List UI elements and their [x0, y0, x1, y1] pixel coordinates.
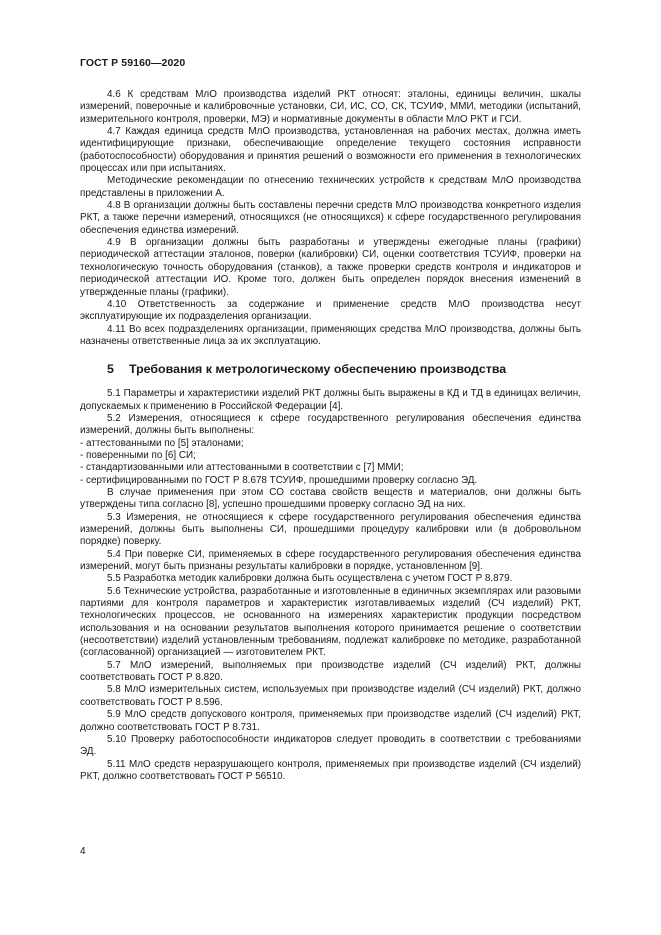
paragraph-5-7: 5.7 МлО измерений, выполняемых при производстве изделий (СЧ изделий) РКТ, должны соответствовать ГОСТ Р 8.820.	[80, 659, 581, 684]
paragraph-4-9: 4.9 В организации должны быть разработаны и утверждены ежегодные планы (графики) периодической аттестации эталонов, поверки (калибровки) СИ, оценки соответствия ТСУИФ, проверки на технологическую точность оборудования (станков), а также проверки средств контроля и индикаторов и периодической аттестации ИО. Кроме того, должен быть определен порядок внесения изменений в утвержденные планы (графики).	[80, 237, 581, 298]
page-content	[80, 89, 581, 783]
section-number: 5	[107, 362, 114, 377]
list-item: - поверенными по [6] СИ;	[80, 449, 196, 461]
list-item: - сертифицированными по ГОСТ Р 8.678 ТСУИФ, прошедшими проверку согласно ЭД.	[80, 474, 478, 486]
paragraph-5-8: 5.8 МлО измерительных систем, используемых при производстве изделий (СЧ изделий) РКТ, должно соответствовать ГОСТ Р 8.596.	[80, 684, 581, 708]
paragraph-so-note: В случае применения при этом СО состава свойств веществ и материалов, они должны быть утверждены типа согласно [8], успешно прошедшими проверку согласно ЭД на них.	[80, 486, 581, 511]
paragraph-5-9: 5.9 МлО средств допускового контроля, применяемых при производстве изделий (СЧ изделий) РКТ, должно соответствовать ГОСТ Р 8.731.	[80, 709, 581, 733]
paragraph-5-11: 5.11 МлО средств неразрушающего контроля, применяемых при производстве изделий (СЧ изделий) РКТ, должно соответствовать ГОСТ Р 56510.	[80, 758, 581, 782]
paragraph-4-6: 4.6 К средствам МлО производства изделий РКТ относят: эталоны, единицы величин, шкалы измерений, поверочные и калибровочные установки, СИ, ИС, СО, СК, ТСУИФ, ММИ, методики (испытаний, измерительного контроля, проверки, МЭ) и нормативные документы в области МлО РКТ и ГСИ.	[80, 89, 581, 125]
list-item: - стандартизованными или аттестованными в соответствии с [7] ММИ;	[80, 462, 404, 474]
page-number: 4	[80, 846, 86, 857]
document-header: ГОСТ Р 59160—2020	[80, 57, 186, 69]
paragraph-5-10: 5.10 Проверку работоспособности индикаторов следует проводить в соответствии с требованиями ЭД.	[80, 733, 581, 758]
paragraph-5-6: 5.6 Технические устройства, разработанные и изготовленные в единичных экземплярах или разовыми партиями для контроля параметров и характеристик изготавливаемых изделий (СЧ изделий) РКТ, технологических процессов, не основанного на измерениях характеристик продукции посредством использования и на основании результатов выполнения которого принимается решение о соответствии (несоответствии) изделий установленным требованиям, подлежат калибровке по методике, разработанной (согласованной) организацией — изготовителем РКТ.	[80, 585, 581, 659]
paragraph-recommendations: Методические рекомендации по отнесению технических устройств к средствам МлО производства представлены в приложении А.	[80, 175, 581, 199]
paragraph-5-3: 5.3 Измерения, не относящиеся к сфере государственного регулирования обеспечения единства измерений, должны быть выполнены СИ, прошедшими процедуру калибровки или (в добровольном порядке) поверку.	[80, 511, 581, 548]
paragraph-5-5: 5.5 Разработка методик калибровки должна быть осуществлена с учетом ГОСТ Р 8.879.	[107, 573, 513, 585]
paragraph-4-7: 4.7 Каждая единица средств МлО производства, установленная на рабочих местах, должна иметь идентифицирующие признаки, обеспечивающие определение текущего состояния исправности (работоспособности) оборудования и принятия решений о возможности его применения в технологических процессах или при испытаниях.	[80, 126, 581, 175]
list-item: - аттестованными по [5] эталонами;	[80, 437, 244, 449]
paragraph-5-1: 5.1 Параметры и характеристики изделий РКТ должны быть выражены в КД и ТД в единицах величин, допускаемых к применению в Российской Федерации [4].	[80, 388, 581, 412]
section-heading	[107, 362, 581, 377]
paragraph-4-11: 4.11 Во всех подразделениях организации, применяющих средства МлО производства, должны быть назначены ответственные лица за их эксплуатацию.	[80, 323, 581, 347]
paragraph-4-8: 4.8 В организации должны быть составлены перечни средств МлО производства конкретного изделия РКТ, а также перечни измерений, относящихся (не относящихся) к сфере государственного регулирования обеспечения единства измерений.	[80, 200, 581, 236]
section-title: Требования к метрологическому обеспечению производства	[129, 362, 507, 377]
paragraph-4-10: 4.10 Ответственность за содержание и применение средств МлО производства несут эксплуатирующие их подразделения организации.	[80, 298, 581, 323]
paragraph-5-4: 5.4 При поверке СИ, применяемых в сфере государственного регулирования обеспечения единства измерений, могут быть признаны результаты калибровки в порядке, установленном [9].	[80, 548, 581, 573]
paragraph-5-2: 5.2 Измерения, относящиеся к сфере государственного регулирования обеспечения единства измерений, должны быть выполнены:	[80, 412, 581, 437]
